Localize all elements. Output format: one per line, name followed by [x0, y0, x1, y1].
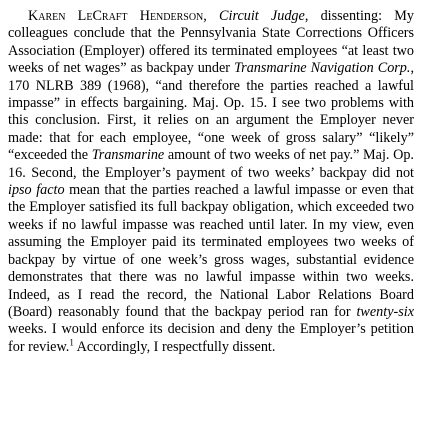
case-name-short: Transmarine: [91, 147, 165, 164]
closing-text: Accordingly, I respectfully dissent.: [73, 338, 276, 355]
judge-name: Karen LeCraft Henderson: [28, 8, 204, 24]
backpay-analysis-text: mean that the parties reached a lawful impasse or even that the Employer satisfied its full backpay obligation, which exceeded two weeks if no lawful impasse was reached until later. In my view, even assuming the Employer paid its terminated employees two weeks of backpay by virtue of one week’s gross wages, substantial evidence demonstrates that there was no lawful impasse within two weeks. Indeed, as I read the record, the National Labor Relations Board (Board) reasonably found that the backpay period ran for: [8, 182, 414, 320]
conclusion-text: weeks. I would enforce its decision and deny the Employer’s petition for review.: [8, 321, 414, 355]
case-name-transmarine: Transmarine Navigation Corp.: [234, 60, 411, 77]
second-problem-text: amount of two weeks of net pay.” Maj. Op. 16. Second, the Employer’s payment of two weeks’ backpay did not: [8, 147, 414, 181]
emphasized-weeks: twenty-six: [356, 303, 414, 320]
judge-title: Circuit Judge: [219, 8, 305, 24]
citation-text: , 170 NLRB 389 (1968), “and therefore the parties reached a lawful impasse” in effects bargaining. Maj. Op. 15. I see two problems with this conclusion. First, it relies on an argument the Employer never made: that for each employee, “one week of gross salary” “likely” “exceeded the: [8, 60, 414, 164]
opening-text: , dissenting: My colleagues conclude that the Pennsylvania State Corrections Officers Association (Employer) offered its terminated employees “at least two weeks of net wages” as backpay under: [8, 8, 414, 77]
footnote-marker[interactable]: 1: [69, 336, 74, 347]
dissent-page: [8, 8, 414, 356]
dissent-paragraph: Karen LeCraft Henderson, Circuit Judge, dissenting: My colleagues conclude that the Pennsylvania State Corrections Officers Association (Employer) offered its terminated employees “at least two weeks of net wages” as backpay under Transmarine Navigation Corp., 170 NLRB 389 (1968), “and therefore the parties reached a lawful impasse” in effects bargaining. Maj. Op. 15. I see two problems with this conclusion. First, it relies on an argument the Employer never made: that for each employee, “one week of gross salary” “likely” “exceeded the Transmarine amount of two weeks of net pay.” Maj. Op. 16. Second, the Employer’s payment of two weeks’ backpay did not ipso facto mean that the parties reached a lawful impasse or even that the Employer satisfied its full backpay obligation, which exceeded two weeks if no lawful impasse was reached until later. In my view, even assuming the Employer paid its terminated employees two weeks of backpay by virtue of one week’s gross wages, substantial evidence demonstrates that there was no lawful impasse within two weeks. Indeed, as I read the record, the National Labor Relations Board (Board) reasonably found that the backpay period ran for twenty-six weeks. I would enforce its decision and deny the Employer’s petition for review.$^1$ Accordingly, I respectfully dissent.: [8, 8, 414, 355]
latin-phrase: ipso facto: [8, 182, 65, 199]
